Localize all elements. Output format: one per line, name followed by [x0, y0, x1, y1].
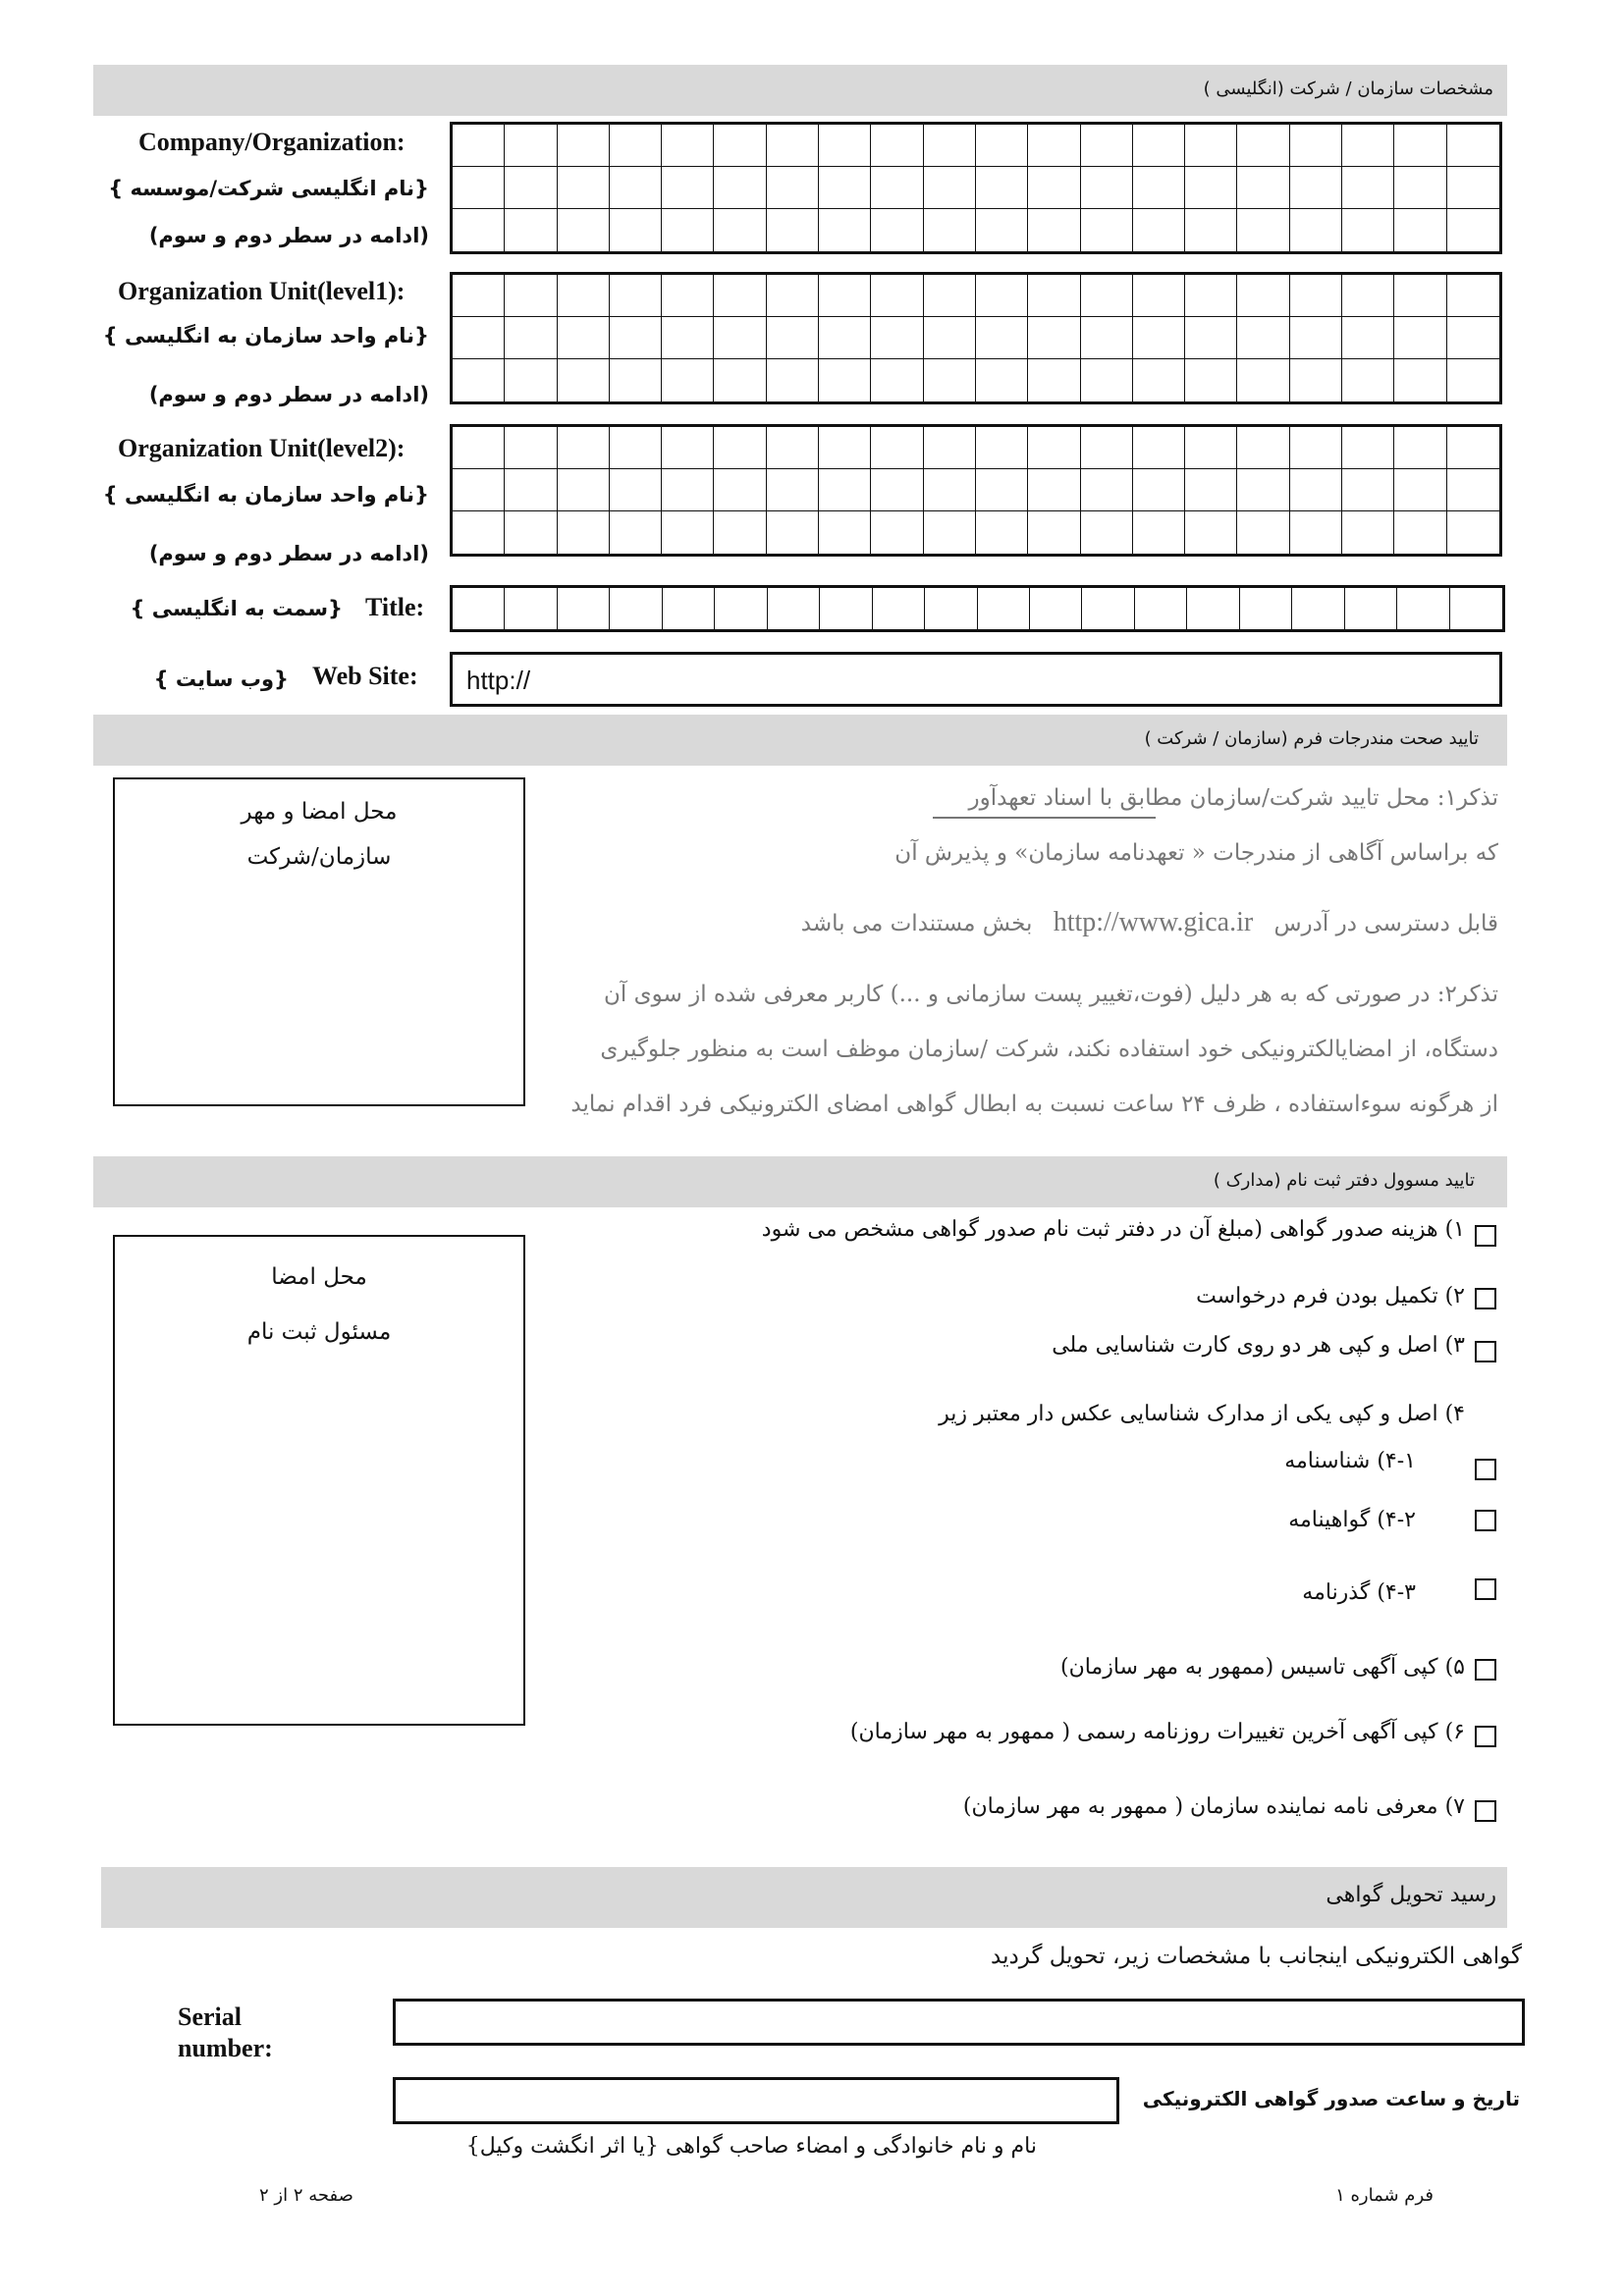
- char-cell[interactable]: [1237, 359, 1289, 401]
- char-cell[interactable]: [714, 469, 766, 511]
- char-cell[interactable]: [558, 588, 610, 629]
- char-cell[interactable]: [767, 275, 819, 317]
- char-cell[interactable]: [453, 275, 505, 317]
- char-cell[interactable]: [871, 209, 923, 251]
- char-cell[interactable]: [1237, 511, 1289, 554]
- char-cell[interactable]: [714, 125, 766, 167]
- char-cell[interactable]: [819, 209, 871, 251]
- company-label-en: Company/Organization:: [138, 128, 406, 156]
- char-cell[interactable]: [976, 359, 1028, 401]
- registrar-sign-box[interactable]: [113, 1235, 525, 1726]
- note1-line3: [801, 907, 1498, 938]
- char-cell[interactable]: [1447, 275, 1499, 317]
- char-cell[interactable]: [924, 427, 976, 469]
- char-cell[interactable]: [1447, 167, 1499, 209]
- char-cell[interactable]: [1081, 427, 1133, 469]
- checklist-item-1: ۱) هزینه صدور گواهی (مبلغ آن در دفتر ثبت نام صدور گواهی مشخص می شود: [761, 1217, 1465, 1242]
- checklist-item-6: ۶) کپی آگهی آخرین تغییرات روزنامه رسمی ( ممهور به مهر سازمان): [849, 1720, 1465, 1744]
- note1-line1: [969, 785, 1498, 811]
- section-header-registrar-text: تایید مسوول دفتر ثبت نام (مدارک ): [1213, 1170, 1475, 1191]
- char-cell[interactable]: [662, 317, 714, 359]
- char-cell[interactable]: [819, 511, 871, 554]
- char-cell[interactable]: [1342, 359, 1394, 401]
- sign-box-line1: محل امضا: [271, 1264, 367, 1290]
- char-cell[interactable]: [1447, 359, 1499, 401]
- char-cell[interactable]: [820, 588, 872, 629]
- note2-line1: تذکر۲: در صورتی که به هر دلیل (فوت،تغییر پست سازمانی و ...) کاربر معرفی شده از سوی آن: [604, 982, 1498, 1007]
- char-cell[interactable]: [610, 588, 662, 629]
- char-cell[interactable]: [1447, 209, 1499, 251]
- char-cell[interactable]: [505, 359, 557, 401]
- char-cell[interactable]: [819, 275, 871, 317]
- char-cell[interactable]: [767, 167, 819, 209]
- char-cell[interactable]: [1185, 511, 1237, 554]
- char-cell[interactable]: [1081, 275, 1133, 317]
- char-cell[interactable]: [767, 125, 819, 167]
- website-field[interactable]: [450, 652, 1502, 707]
- website-label-en: Web Site:: [312, 662, 418, 690]
- char-cell[interactable]: [662, 209, 714, 251]
- checklist-item-7: ۷) معرفی نامه نماینده سازمان ( ممهور به مهر سازمان): [962, 1794, 1465, 1819]
- char-cell[interactable]: [1081, 511, 1133, 554]
- char-cell[interactable]: [767, 469, 819, 511]
- char-cell[interactable]: [978, 588, 1030, 629]
- char-cell[interactable]: [976, 275, 1028, 317]
- website-label-fa: {وب سایت }: [153, 667, 289, 691]
- note1-underline: [933, 817, 1156, 819]
- char-cell[interactable]: [1133, 359, 1185, 401]
- char-cell[interactable]: [976, 511, 1028, 554]
- char-cell[interactable]: [662, 469, 714, 511]
- checklist-item-5: ۵) کپی آگهی تاسیس (ممهور به مهر سازمان): [1059, 1655, 1465, 1680]
- char-cell[interactable]: [1342, 275, 1394, 317]
- char-cell[interactable]: [768, 588, 820, 629]
- char-cell[interactable]: [1345, 588, 1397, 629]
- char-cell[interactable]: [662, 511, 714, 554]
- char-cell[interactable]: [1082, 588, 1134, 629]
- char-cell[interactable]: [1030, 588, 1082, 629]
- char-cell[interactable]: [558, 209, 610, 251]
- char-cell[interactable]: [558, 427, 610, 469]
- char-cell[interactable]: [871, 317, 923, 359]
- char-cell[interactable]: [1447, 427, 1499, 469]
- note2-line2: دستگاه، از امضایالکترونیکی خود استفاده نکند، شرکت /سازمان موظف است به منظور جلوگیری: [600, 1037, 1498, 1062]
- char-cell[interactable]: [1237, 125, 1289, 167]
- section-header-receipt-text: رسید تحویل گواهی: [1326, 1883, 1496, 1907]
- checkbox-item-2[interactable]: [1475, 1288, 1496, 1309]
- char-cell[interactable]: [1081, 469, 1133, 511]
- char-cell[interactable]: [819, 125, 871, 167]
- char-cell[interactable]: [1185, 427, 1237, 469]
- char-cell[interactable]: [558, 469, 610, 511]
- char-cell[interactable]: [1185, 275, 1237, 317]
- char-cell[interactable]: [1342, 469, 1394, 511]
- char-cell[interactable]: [662, 427, 714, 469]
- char-cell[interactable]: [505, 125, 557, 167]
- char-cell[interactable]: [1133, 317, 1185, 359]
- website-field-value: http://: [466, 666, 531, 695]
- char-cell[interactable]: [1028, 209, 1080, 251]
- char-cell[interactable]: [610, 167, 662, 209]
- checkbox-item-1[interactable]: [1475, 1225, 1496, 1247]
- char-cell[interactable]: [505, 317, 557, 359]
- serial-label-line2: number:: [178, 2034, 273, 2062]
- char-cell[interactable]: [714, 317, 766, 359]
- stamp-box-line1: محل امضا و مهر: [241, 799, 398, 825]
- char-cell[interactable]: [819, 469, 871, 511]
- char-cell[interactable]: [610, 125, 662, 167]
- char-cell[interactable]: [715, 588, 767, 629]
- char-cell[interactable]: [1185, 469, 1237, 511]
- char-cell[interactable]: [1290, 359, 1342, 401]
- section-header-verify-text: تایید صحت مندرجات فرم (سازمان / شرکت ): [1144, 728, 1479, 749]
- char-cell[interactable]: [925, 588, 977, 629]
- checkbox-item-6[interactable]: [1475, 1726, 1496, 1747]
- char-cell[interactable]: [453, 469, 505, 511]
- char-cell[interactable]: [1237, 427, 1289, 469]
- char-cell[interactable]: [1290, 469, 1342, 511]
- char-cell[interactable]: [662, 125, 714, 167]
- char-cell[interactable]: [663, 588, 715, 629]
- char-cell[interactable]: [1081, 359, 1133, 401]
- page-number: صفحه ۲ از ۲: [259, 2185, 353, 2206]
- char-cell[interactable]: [453, 167, 505, 209]
- unit2-label-en: Organization Unit(level2):: [118, 434, 406, 462]
- char-cell[interactable]: [505, 275, 557, 317]
- char-cell[interactable]: [1292, 588, 1344, 629]
- issue-datetime-field[interactable]: [393, 2077, 1119, 2124]
- char-cell[interactable]: [924, 125, 976, 167]
- char-cell[interactable]: [558, 125, 610, 167]
- char-cell[interactable]: [1185, 317, 1237, 359]
- section-header-org-text: مشخصات سازمان / شرکت (انگلیسی ): [1203, 79, 1493, 99]
- char-cell[interactable]: [610, 359, 662, 401]
- char-cell[interactable]: [767, 359, 819, 401]
- char-cell[interactable]: [871, 469, 923, 511]
- char-cell[interactable]: [767, 317, 819, 359]
- checklist-item-4-2: ۴-۲) گواهینامه: [1288, 1508, 1416, 1532]
- note1-line1-text: تذکر۱: محل تایید شرکت/سازمان مطابق با اسناد تعهدآور: [968, 785, 1498, 811]
- char-cell[interactable]: [1237, 469, 1289, 511]
- note1-url[interactable]: http://www.gica.ir: [1053, 907, 1254, 937]
- char-cell[interactable]: [1185, 209, 1237, 251]
- char-cell[interactable]: [1394, 511, 1446, 554]
- char-cell[interactable]: [505, 469, 557, 511]
- char-cell[interactable]: [871, 125, 923, 167]
- checkbox-item-4-1[interactable]: [1475, 1459, 1496, 1480]
- checkbox-item-3[interactable]: [1475, 1341, 1496, 1362]
- char-cell[interactable]: [1028, 125, 1080, 167]
- char-cell[interactable]: [1028, 511, 1080, 554]
- title-label-fa: {سمت به انگلیسی }: [130, 597, 343, 620]
- char-cell[interactable]: [505, 427, 557, 469]
- char-cell[interactable]: [558, 275, 610, 317]
- char-cell[interactable]: [871, 359, 923, 401]
- char-cell[interactable]: [1290, 209, 1342, 251]
- char-cell[interactable]: [453, 359, 505, 401]
- char-cell[interactable]: [1394, 167, 1446, 209]
- checklist-item-3: ۳) اصل و کپی هر دو روی کارت شناسایی ملی: [1052, 1333, 1465, 1358]
- char-cell[interactable]: [1237, 317, 1289, 359]
- char-cell[interactable]: [924, 167, 976, 209]
- char-cell[interactable]: [505, 511, 557, 554]
- char-cell[interactable]: [453, 125, 505, 167]
- char-cell[interactable]: [662, 167, 714, 209]
- char-cell[interactable]: [924, 317, 976, 359]
- char-cell[interactable]: [976, 317, 1028, 359]
- char-cell[interactable]: [1133, 125, 1185, 167]
- char-cell[interactable]: [714, 427, 766, 469]
- char-cell[interactable]: [610, 469, 662, 511]
- char-cell[interactable]: [1394, 317, 1446, 359]
- checkbox-item-4-3[interactable]: [1475, 1578, 1496, 1600]
- title-grid[interactable]: [450, 585, 1505, 632]
- char-cell[interactable]: [871, 427, 923, 469]
- char-cell[interactable]: [976, 209, 1028, 251]
- checkbox-item-4-2[interactable]: [1475, 1510, 1496, 1531]
- char-cell[interactable]: [976, 167, 1028, 209]
- char-cell[interactable]: [1028, 167, 1080, 209]
- char-cell[interactable]: [924, 275, 976, 317]
- char-cell[interactable]: [1240, 588, 1292, 629]
- section-header-receipt: [101, 1867, 1507, 1928]
- char-cell[interactable]: [819, 317, 871, 359]
- char-cell[interactable]: [1447, 469, 1499, 511]
- char-cell[interactable]: [871, 275, 923, 317]
- char-cell[interactable]: [767, 511, 819, 554]
- unit2-name-grid[interactable]: [450, 424, 1502, 557]
- char-cell[interactable]: [453, 427, 505, 469]
- char-cell[interactable]: [610, 511, 662, 554]
- note2-line3: از هرگونه سوءاستفاده ، ظرف ۲۴ ساعت نسبت به ابطال گواهی امضای الکترونیکی فرد اقدام نماید: [570, 1092, 1498, 1117]
- serial-label-line1: Serial: [178, 2002, 242, 2031]
- char-cell[interactable]: [1342, 209, 1394, 251]
- char-cell[interactable]: [924, 511, 976, 554]
- char-cell[interactable]: [1081, 209, 1133, 251]
- char-cell[interactable]: [1342, 511, 1394, 554]
- checkbox-item-7[interactable]: [1475, 1800, 1496, 1822]
- char-cell[interactable]: [1133, 469, 1185, 511]
- char-cell[interactable]: [1447, 125, 1499, 167]
- char-cell[interactable]: [1081, 125, 1133, 167]
- char-cell[interactable]: [610, 427, 662, 469]
- char-cell[interactable]: [976, 469, 1028, 511]
- unit1-name-grid[interactable]: [450, 272, 1502, 404]
- char-cell[interactable]: [453, 588, 505, 629]
- note1-line3-post: بخش مستندات می باشد: [800, 911, 1033, 936]
- char-cell[interactable]: [714, 275, 766, 317]
- char-cell[interactable]: [1394, 125, 1446, 167]
- char-cell[interactable]: [1290, 125, 1342, 167]
- char-cell[interactable]: [924, 359, 976, 401]
- char-cell[interactable]: [1081, 167, 1133, 209]
- char-cell[interactable]: [1342, 317, 1394, 359]
- char-cell[interactable]: [558, 167, 610, 209]
- char-cell[interactable]: [1081, 317, 1133, 359]
- char-cell[interactable]: [1185, 359, 1237, 401]
- char-cell[interactable]: [453, 511, 505, 554]
- sign-box-line2: مسئول ثبت نام: [246, 1319, 392, 1345]
- checklist-item-4-3: ۴-۳) گذرنامه: [1302, 1580, 1416, 1605]
- receipt-statement: گواهی الکترونیکی اینجانب با مشخصات زیر، تحویل گردید: [991, 1944, 1522, 1969]
- char-cell[interactable]: [1394, 275, 1446, 317]
- serial-number-field[interactable]: [393, 1999, 1525, 2046]
- char-cell[interactable]: [1237, 167, 1289, 209]
- char-cell[interactable]: [1290, 317, 1342, 359]
- char-cell[interactable]: [819, 427, 871, 469]
- char-cell[interactable]: [662, 359, 714, 401]
- char-cell[interactable]: [873, 588, 925, 629]
- char-cell[interactable]: [1394, 427, 1446, 469]
- checklist-item-4-1: ۴-۱) شناسنامه: [1284, 1449, 1416, 1473]
- company-name-grid[interactable]: [450, 122, 1502, 254]
- checklist-item-4: ۴) اصل و کپی یکی از مدارک شناسایی عکس دار معتبر زیر: [939, 1402, 1465, 1426]
- char-cell[interactable]: [819, 167, 871, 209]
- char-cell[interactable]: [767, 209, 819, 251]
- char-cell[interactable]: [714, 511, 766, 554]
- char-cell[interactable]: [558, 511, 610, 554]
- signature-label: نام و نام خانوادگی و امضاء صاحب گواهی {یا اثر انگشت وکیل}: [465, 2134, 1037, 2159]
- char-cell[interactable]: [1237, 275, 1289, 317]
- form-number: فرم شماره ۱: [1335, 2185, 1434, 2206]
- char-cell[interactable]: [1237, 209, 1289, 251]
- char-cell[interactable]: [1135, 588, 1187, 629]
- char-cell[interactable]: [1447, 317, 1499, 359]
- char-cell[interactable]: [871, 167, 923, 209]
- char-cell[interactable]: [1185, 167, 1237, 209]
- char-cell[interactable]: [505, 209, 557, 251]
- char-cell[interactable]: [714, 359, 766, 401]
- char-cell[interactable]: [453, 209, 505, 251]
- unit1-label-fa: {نام واحد سازمان به انگلیسی }: [102, 324, 429, 347]
- char-cell[interactable]: [1133, 275, 1185, 317]
- char-cell[interactable]: [1028, 359, 1080, 401]
- unit1-label-en: Organization Unit(level1):: [118, 277, 406, 305]
- stamp-box-line2: سازمان/شرکت: [246, 844, 392, 870]
- unit1-continuation-note: (ادامه در سطر دوم و سوم): [148, 383, 429, 406]
- char-cell[interactable]: [1290, 275, 1342, 317]
- org-stamp-box[interactable]: [113, 777, 525, 1106]
- char-cell[interactable]: [714, 209, 766, 251]
- char-cell[interactable]: [924, 209, 976, 251]
- char-cell[interactable]: [558, 359, 610, 401]
- char-cell[interactable]: [662, 275, 714, 317]
- unit2-label-fa: {نام واحد سازمان به انگلیسی }: [102, 483, 429, 507]
- note1-line2: که براساس آگاهی از مندرجات « تعهدنامه سازمان» و پذیرش آن: [894, 840, 1498, 866]
- char-cell[interactable]: [924, 469, 976, 511]
- char-cell[interactable]: [1133, 511, 1185, 554]
- unit2-continuation-note: (ادامه در سطر دوم و سوم): [148, 542, 429, 565]
- char-cell[interactable]: [1028, 427, 1080, 469]
- char-cell[interactable]: [1028, 469, 1080, 511]
- char-cell[interactable]: [976, 125, 1028, 167]
- char-cell[interactable]: [610, 209, 662, 251]
- char-cell[interactable]: [1394, 209, 1446, 251]
- char-cell[interactable]: [558, 317, 610, 359]
- char-cell[interactable]: [1133, 167, 1185, 209]
- char-cell[interactable]: [1397, 588, 1449, 629]
- issue-datetime-label: تاریخ و ساعت صدور گواهی الکترونیکی: [1142, 2087, 1520, 2110]
- char-cell[interactable]: [1394, 359, 1446, 401]
- char-cell[interactable]: [976, 427, 1028, 469]
- char-cell[interactable]: [1342, 167, 1394, 209]
- char-cell[interactable]: [1290, 167, 1342, 209]
- char-cell[interactable]: [1394, 469, 1446, 511]
- company-continuation-note: (ادامه در سطر دوم و سوم): [148, 224, 429, 247]
- char-cell[interactable]: [1187, 588, 1239, 629]
- checklist-item-2: ۲) تکمیل بودن فرم درخواست: [1196, 1284, 1465, 1308]
- char-cell[interactable]: [1290, 511, 1342, 554]
- note1-line3-pre: قابل دسترسی در آدرس: [1273, 911, 1498, 936]
- char-cell[interactable]: [1133, 209, 1185, 251]
- char-cell[interactable]: [1028, 275, 1080, 317]
- char-cell[interactable]: [1133, 427, 1185, 469]
- char-cell[interactable]: [871, 511, 923, 554]
- char-cell[interactable]: [610, 317, 662, 359]
- title-label-en: Title:: [365, 593, 425, 621]
- char-cell[interactable]: [1028, 317, 1080, 359]
- char-cell[interactable]: [1342, 125, 1394, 167]
- char-cell[interactable]: [1450, 588, 1502, 629]
- char-cell[interactable]: [767, 427, 819, 469]
- char-cell[interactable]: [1342, 427, 1394, 469]
- char-cell[interactable]: [819, 359, 871, 401]
- char-cell[interactable]: [1447, 511, 1499, 554]
- char-cell[interactable]: [1185, 125, 1237, 167]
- company-label-fa: {نام انگلیسی شرکت/موسسه }: [108, 177, 429, 200]
- checkbox-item-5[interactable]: [1475, 1659, 1496, 1681]
- char-cell[interactable]: [505, 167, 557, 209]
- char-cell[interactable]: [714, 167, 766, 209]
- char-cell[interactable]: [453, 317, 505, 359]
- char-cell[interactable]: [1290, 427, 1342, 469]
- char-cell[interactable]: [610, 275, 662, 317]
- char-cell[interactable]: [505, 588, 557, 629]
